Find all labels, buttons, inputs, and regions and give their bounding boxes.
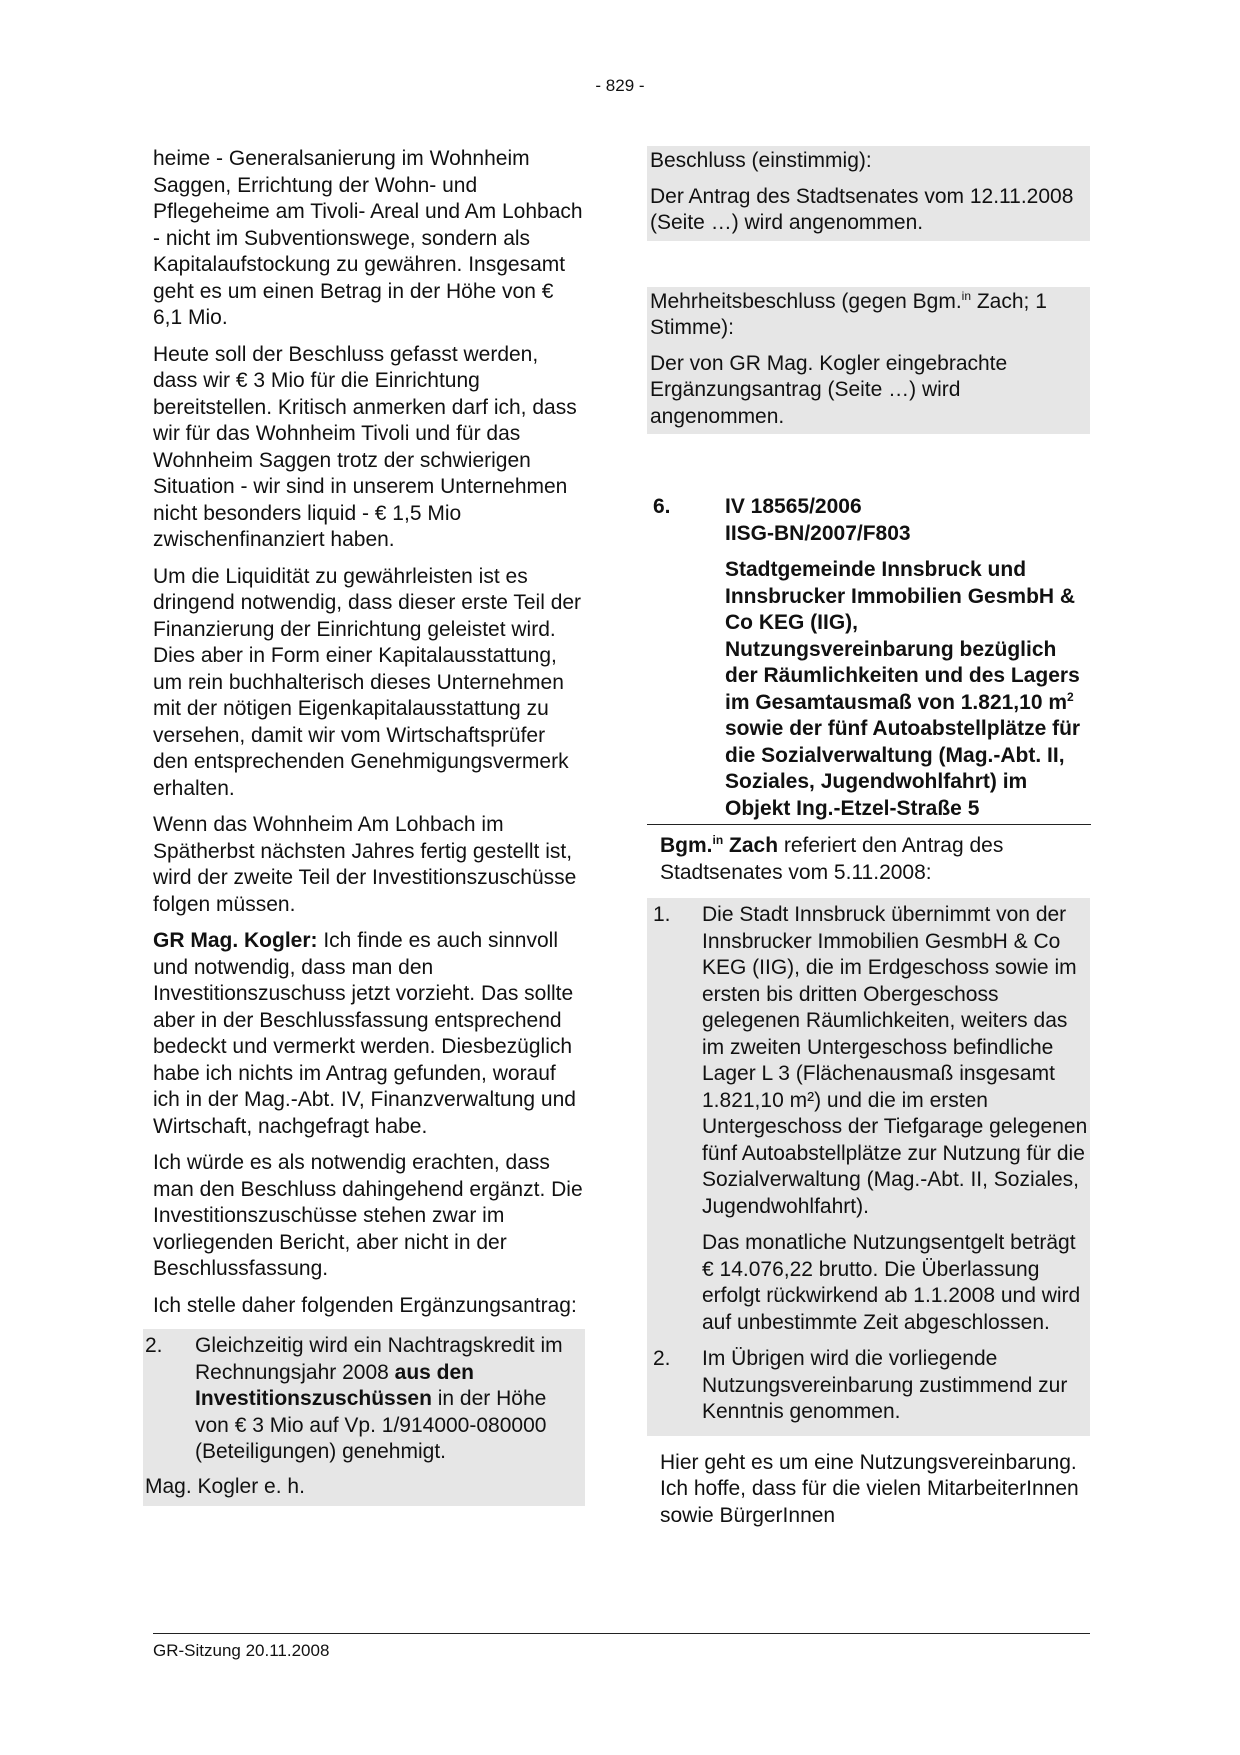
resolution-heading: Mehrheitsbeschluss (gegen Bgm.$^{in}$ Zach; 1 Stimme): [650,288,1047,339]
item-text: Das monatliche Nutzungsentgelt beträgt € 14.076,22 brutto. Die Überlassung erfolgt rückwirkend ab 1.1.2008 und wird auf unbestimmte Zeit abgeschlossen. [702,1231,1081,1334]
speech-kogler [153,928,585,1140]
paragraph: Wenn das Wohnheim Am Lohbach im Spätherbst nächsten Jahres fertig gestellt ist, wird der zweite Teil der Investitionszuschüsse folgen müssen. [153,813,577,916]
item-number: 1. [653,903,671,926]
paragraph: Ich würde es als notwendig erachten, dass man den Beschluss dahingehend ergänzt. Die Investitionszuschüsse stehen zwar im vorliegenden Bericht, aber nicht in der Beschlussfassung. [153,1151,583,1280]
agenda-title: Stadtgemeinde Innsbruck und Innsbrucker Immobilien GesmbH & Co KEG (IIG), Nutzungsvereinbarung bezüglich der Räumlichkeiten und des Lagers im Gesamtausmaß von 1.821,10 $m^2$ sowie der fünf Autoabstellplätze für die Sozialverwaltung (Mag.-Abt. II, Soziales, Jugendwohlfahrt) im Objekt Ing.-Etzel-Straße 5 [725,558,1081,820]
agenda-item-6 [650,494,1090,822]
list-item [650,902,1090,1336]
speech-text: Ich finde es auch sinnvoll und notwendig, dass man den Investitionszuschuss jetzt vorzieht. Das sollte aber in der Beschlussfassung entsprechend bedeckt und vermerkt werden. Diesbezüglich habe ich nichts im Antrag gefunden, worauf ich in der Mag.-Abt. IV, Finanzverwaltung und Wirtschaft, nachgefragt habe. [153,929,576,1138]
resolution-text: Der von GR Mag. Kogler eingebrachte Ergänzungsantrag (Seite …) wird angenommen. [650,351,1008,428]
right-column [650,146,1090,1539]
paragraph: Ich stelle daher folgenden Ergänzungsantrag: [153,1293,577,1317]
item-text: Die Stadt Innsbruck übernimmt von der Innsbrucker Immobilien GesmbH & Co KEG (IIG), die im Erdgeschoss sowie im ersten bis dritten Obergeschoss gelegenen Räumlichkeiten, weiters das im zweiten Untergeschoss befindliche Lager L 3 (Flächenausmaß insgesamt 1.821,10 m²) und die im ersten Untergeschoss der Tiefgarage gelegenen fünf Autoabstellplätze zur Nutzung für die Sozialverwaltung (Mag.-Abt. II, Soziales, Jugendwohlfahrt). [702,903,1088,1218]
footer-text: GR-Sitzung 20.11.2008 [153,1641,330,1660]
amendment-box [143,1329,585,1506]
agenda-codes: IV 18565/2006 IISG-BN/2007/F803 [725,495,911,545]
amendment-item [143,1333,585,1466]
footer-divider [153,1633,1090,1634]
amendment-text: Gleichzeitig wird ein Nachtragskredit im Rechnungsjahr 2008 aus den Investitionszuschüssen in der Höhe von € 3 Mio auf Vp. 1/914000-080000 (Beteiligungen) genehmigt. [195,1334,563,1463]
signature: Mag. Kogler e. h. [145,1474,305,1498]
closing-paragraph: Hier geht es um eine Nutzungsvereinbarung. Ich hoffe, dass für die vielen MitarbeiterInnen sowie BürgerInnen [660,1450,1079,1527]
resolution-heading: Beschluss (einstimmig): [650,149,872,172]
item-text: Im Übrigen wird die vorliegende Nutzungsvereinbarung zustimmend zur Kenntnis genommen. [702,1347,1068,1423]
paragraph: Heute soll der Beschluss gefasst werden, dass wir € 3 Mio für die Einrichtung bereitstellen. Kritisch anmerken darf ich, dass wir für das Wohnheim Tivoli und für das Wohnheim Saggen trotz der schwierigen Situation - wir sind in unserem Unternehmen nicht besonders liquid - € 1,5 Mio zwischenfinanziert haben. [153,342,577,551]
item-number: 2. [145,1334,163,1357]
resolution-box-1 [647,146,1090,241]
resolution-text: Der Antrag des Stadtsenates vom 12.11.2008 (Seite …) wird angenommen. [650,184,1074,234]
paragraph: Um die Liquidität zu gewährleisten ist es dringend notwendig, dass dieser erste Teil der Finanzierung der Einrichtung geleistet wird. Dies aber in Form einer Kapitalausstattung, um rein buchhalterisch dieses Unternehmen mit der nötigen Eigenkapitalausstattung zu versehen, damit wir vom Wirtschaftsprüfer den entsprechenden Genehmigungsvermerk erhalten. [153,564,582,800]
left-column [145,146,585,1506]
paragraph: heime - Generalsanierung im Wohnheim Saggen, Errichtung der Wohn- und Pflegeheime am Tivoli- Areal und Am Lohbach - nicht im Subventionswege, sondern als Kapitalaufstockung zu gewähren. Insgesamt geht es um einen Betrag in der Höhe von € 6,1 Mio. [153,147,583,329]
item-number: 2. [653,1347,671,1370]
list-item [650,1346,1090,1426]
page-number: - 829 - [595,76,645,95]
report-intro: Bgm.$^{in}$ Zach referiert den Antrag des Stadtsenates vom 5.11.2008: [660,833,1004,884]
motion-list [647,898,1090,1436]
resolution-box-2 [647,287,1090,435]
divider [647,824,1091,825]
speaker-name: GR Mag. Kogler: [153,929,318,952]
agenda-number: 6. [653,495,671,518]
